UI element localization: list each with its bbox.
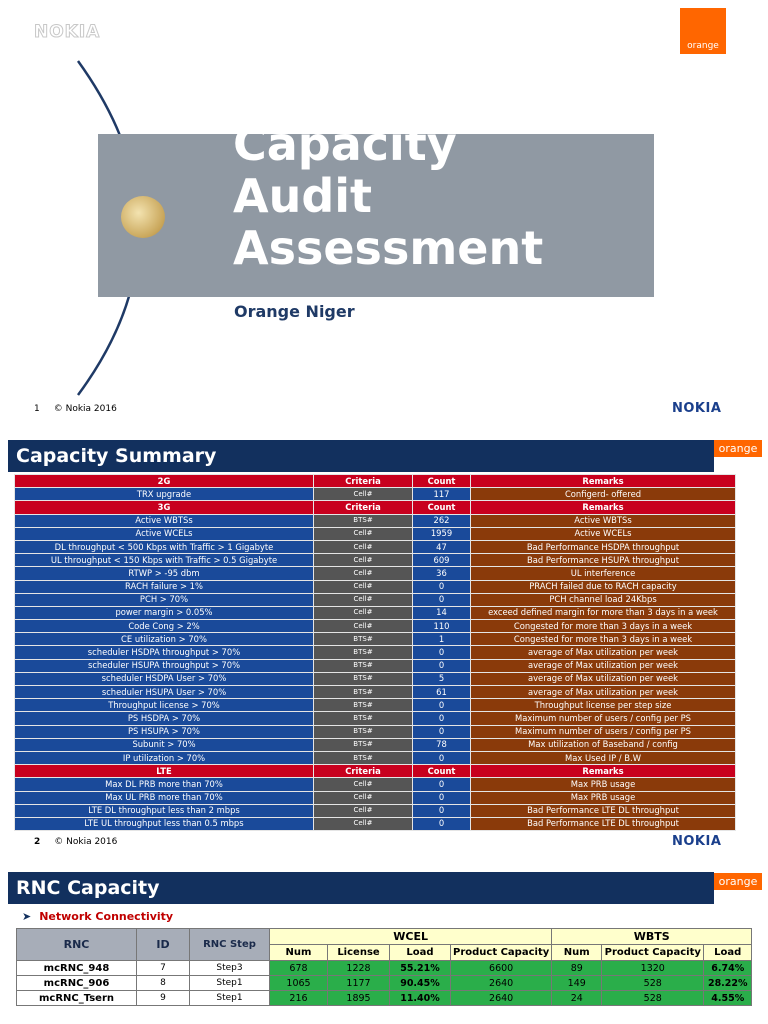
table-header-row (15, 765, 736, 778)
table-cell: Count (413, 475, 471, 488)
table-cell: Remarks (471, 765, 736, 778)
table-cell: Maximum number of users / config per PS (471, 712, 736, 725)
table-row (15, 659, 736, 672)
table-cell: Cell# (314, 620, 413, 633)
table-cell: BTS# (314, 633, 413, 646)
table-cell: Maximum number of users / config per PS (471, 725, 736, 738)
table-cell: CE utilization > 70% (15, 633, 314, 646)
table-cell-wcel-capacity: 2640 (451, 976, 552, 991)
table-row (15, 725, 736, 738)
table-cell: UL interference (471, 567, 736, 580)
copyright: © Nokia 2016 (54, 837, 118, 847)
table-cell-wbts-capacity: 1320 (602, 961, 704, 976)
table-row (15, 593, 736, 606)
table-row (15, 672, 736, 685)
table-row (15, 567, 736, 580)
table-cell: Cell# (314, 804, 413, 817)
table-cell: DL throughput < 500 Kbps with Traffic > 1 Gigabyte (15, 540, 314, 553)
orange-logo-text: orange (687, 41, 719, 51)
col-step-header: RNC Step (190, 929, 270, 961)
table-cell-step: Step1 (190, 976, 270, 991)
wbts-capacity-header: Product Capacity (602, 945, 704, 961)
table-cell-wbts-capacity: 528 (602, 976, 704, 991)
table-cell: 1 (413, 633, 471, 646)
table-row (15, 791, 736, 804)
table-cell: Max UL PRB more than 70% (15, 791, 314, 804)
col-rnc-header: RNC (17, 929, 137, 961)
table-cell: LTE (15, 765, 314, 778)
table-cell: 0 (413, 817, 471, 830)
table-cell: Criteria (314, 475, 413, 488)
table-cell-id: 8 (137, 976, 190, 991)
table-row (17, 976, 752, 991)
table-cell-id: 9 (137, 991, 190, 1006)
table-cell: average of Max utilization per week (471, 646, 736, 659)
table-row (15, 514, 736, 527)
table-cell: Cell# (314, 593, 413, 606)
coin-image (121, 196, 165, 238)
table-cell: 0 (413, 659, 471, 672)
table-cell: Bad Performance LTE DL throughput (471, 817, 736, 830)
rnc-capacity-table (16, 928, 752, 1006)
table-cell-wbts-load: 28.22% (704, 976, 752, 991)
orange-logo: orange (714, 873, 762, 890)
table-cell: BTS# (314, 686, 413, 699)
table-cell-step: Step3 (190, 961, 270, 976)
slide-rnc-capacity (0, 866, 768, 1024)
table-cell: Cell# (314, 488, 413, 501)
table-cell: 0 (413, 646, 471, 659)
table-cell: 117 (413, 488, 471, 501)
table-cell-wcel-load: 55.21% (390, 961, 451, 976)
nokia-logo: NOKIA (34, 22, 101, 42)
wbts-num-header: Num (552, 945, 602, 961)
table-cell: UL throughput < 150 Kbps with Traffic > 0.5 Gigabyte (15, 554, 314, 567)
network-connectivity-heading (22, 910, 173, 923)
table-cell: Subunit > 70% (15, 738, 314, 751)
section-title: Capacity Summary (8, 440, 714, 472)
table-row (17, 961, 752, 976)
table-header-row (17, 929, 752, 945)
table-row (15, 606, 736, 619)
copyright: © Nokia 2016 (53, 404, 117, 414)
table-cell: Cell# (314, 817, 413, 830)
table-row (15, 686, 736, 699)
slide-capacity-summary (0, 436, 768, 856)
table-cell: BTS# (314, 672, 413, 685)
table-cell: 5 (413, 672, 471, 685)
table-cell: 0 (413, 778, 471, 791)
table-cell: Cell# (314, 540, 413, 553)
table-cell: 3G (15, 501, 314, 514)
group-wcel-header: WCEL (270, 929, 552, 945)
table-cell: Remarks (471, 501, 736, 514)
table-cell: RTWP > -95 dbm (15, 567, 314, 580)
table-row (15, 633, 736, 646)
table-row (15, 646, 736, 659)
table-cell: Criteria (314, 501, 413, 514)
table-row (15, 554, 736, 567)
table-cell: PRACH failed due to RACH capacity (471, 580, 736, 593)
table-cell: 14 (413, 606, 471, 619)
table-header-row (15, 501, 736, 514)
table-cell: 0 (413, 791, 471, 804)
table-cell-rnc: mcRNC_906 (17, 976, 137, 991)
table-cell: scheduler HSDPA throughput > 70% (15, 646, 314, 659)
table-cell-wcel-num: 678 (270, 961, 328, 976)
table-cell: BTS# (314, 725, 413, 738)
table-cell: Congested for more than 3 days in a week (471, 620, 736, 633)
table-cell: 0 (413, 712, 471, 725)
table-cell-wbts-num: 149 (552, 976, 602, 991)
table-row (15, 712, 736, 725)
page-number: 2 (34, 837, 41, 847)
table-cell: 0 (413, 593, 471, 606)
table-cell: LTE DL throughput less than 2 mbps (15, 804, 314, 817)
wcel-license-header: License (328, 945, 390, 961)
orange-logo (680, 8, 726, 54)
table-cell: 61 (413, 686, 471, 699)
table-cell: Bad Performance HSUPA throughput (471, 554, 736, 567)
table-cell: power margin > 0.05% (15, 606, 314, 619)
table-cell: Max Used IP / B.W (471, 751, 736, 764)
wcel-capacity-header: Product Capacity (451, 945, 552, 961)
table-cell: 0 (413, 804, 471, 817)
table-cell: Configerd- offered (471, 488, 736, 501)
table-cell: PCH channel load 24Kbps (471, 593, 736, 606)
table-cell: 110 (413, 620, 471, 633)
capacity-summary-table (14, 474, 736, 831)
table-cell: PS HSDPA > 70% (15, 712, 314, 725)
table-cell: Remarks (471, 475, 736, 488)
table-cell: BTS# (314, 699, 413, 712)
orange-logo: orange (714, 440, 762, 457)
table-cell: Active WCELs (471, 527, 736, 540)
table-cell-rnc: mcRNC_Tsern (17, 991, 137, 1006)
table-cell: Count (413, 501, 471, 514)
table-cell: Max DL PRB more than 70% (15, 778, 314, 791)
table-cell: Congested for more than 3 days in a week (471, 633, 736, 646)
table-cell: BTS# (314, 712, 413, 725)
table-cell-wcel-num: 1065 (270, 976, 328, 991)
table-cell: RACH failure > 1% (15, 580, 314, 593)
table-cell: scheduler HSUPA throughput > 70% (15, 659, 314, 672)
table-cell: Code Cong > 2% (15, 620, 314, 633)
table-cell: LTE UL throughput less than 0.5 mbps (15, 817, 314, 830)
table-cell-wbts-load: 4.55% (704, 991, 752, 1006)
table-cell: Max PRB usage (471, 791, 736, 804)
table-cell: BTS# (314, 646, 413, 659)
table-header-row (15, 475, 736, 488)
slide-footer (34, 837, 117, 847)
table-cell: IP utilization > 70% (15, 751, 314, 764)
table-cell: 0 (413, 751, 471, 764)
page-number: 1 (34, 404, 40, 414)
table-row (15, 620, 736, 633)
table-row (15, 738, 736, 751)
table-cell: Bad Performance HSDPA throughput (471, 540, 736, 553)
table-row (15, 527, 736, 540)
title-line-1: Capacity (233, 117, 457, 171)
table-cell: 78 (413, 738, 471, 751)
table-row (15, 751, 736, 764)
wbts-load-header: Load (704, 945, 752, 961)
table-row (15, 699, 736, 712)
group-wbts-header: WBTS (552, 929, 752, 945)
table-row (15, 804, 736, 817)
table-cell: 262 (413, 514, 471, 527)
table-cell: 609 (413, 554, 471, 567)
wcel-load-header: Load (390, 945, 451, 961)
table-cell: Active WBTSs (15, 514, 314, 527)
table-cell: 1959 (413, 527, 471, 540)
table-cell: PCH > 70% (15, 593, 314, 606)
table-cell: 2G (15, 475, 314, 488)
table-row (15, 778, 736, 791)
table-cell: Max utilization of Baseband / config (471, 738, 736, 751)
table-cell: Cell# (314, 567, 413, 580)
footer-nokia-logo: NOKIA (672, 401, 722, 416)
section-title: RNC Capacity (8, 872, 714, 904)
table-cell: Cell# (314, 791, 413, 804)
table-cell: 0 (413, 725, 471, 738)
table-cell: PS HSUPA > 70% (15, 725, 314, 738)
table-cell: BTS# (314, 514, 413, 527)
table-cell-step: Step1 (190, 991, 270, 1006)
table-cell-wcel-capacity: 6600 (451, 961, 552, 976)
table-cell-wcel-license: 1177 (328, 976, 390, 991)
table-cell: 0 (413, 699, 471, 712)
table-cell: scheduler HSUPA User > 70% (15, 686, 314, 699)
table-cell: average of Max utilization per week (471, 659, 736, 672)
table-cell: Cell# (314, 778, 413, 791)
table-cell: average of Max utilization per week (471, 672, 736, 685)
table-cell-wcel-load: 11.40% (390, 991, 451, 1006)
table-row (17, 991, 752, 1006)
table-cell: Throughput license > 70% (15, 699, 314, 712)
presentation-title (233, 118, 543, 274)
table-cell-wbts-load: 6.74% (704, 961, 752, 976)
arrow-right-icon: ➤ (22, 910, 32, 923)
table-cell-wcel-license: 1228 (328, 961, 390, 976)
table-cell: BTS# (314, 751, 413, 764)
wcel-num-header: Num (270, 945, 328, 961)
table-cell: scheduler HSDPA User > 70% (15, 672, 314, 685)
table-cell: Cell# (314, 554, 413, 567)
footer-nokia-logo: NOKIA (672, 834, 722, 849)
table-cell: 0 (413, 580, 471, 593)
table-cell: Bad Performance LTE DL throughput (471, 804, 736, 817)
table-row (15, 580, 736, 593)
table-row (15, 817, 736, 830)
table-cell-wbts-capacity: 528 (602, 991, 704, 1006)
table-cell-rnc: mcRNC_948 (17, 961, 137, 976)
table-cell: Cell# (314, 580, 413, 593)
table-cell: Throughput license per step size (471, 699, 736, 712)
table-cell-wbts-num: 24 (552, 991, 602, 1006)
slide-title (0, 0, 768, 430)
title-line-2: Audit (233, 169, 373, 223)
table-cell-wbts-num: 89 (552, 961, 602, 976)
table-cell-wcel-num: 216 (270, 991, 328, 1006)
presentation-subtitle: Orange Niger (234, 302, 355, 321)
table-cell: 36 (413, 567, 471, 580)
table-cell-wcel-license: 1895 (328, 991, 390, 1006)
title-line-3: Assessment (233, 221, 544, 275)
table-cell: Criteria (314, 765, 413, 778)
table-cell: Cell# (314, 527, 413, 540)
table-cell-wcel-capacity: 2640 (451, 991, 552, 1006)
table-cell: BTS# (314, 738, 413, 751)
table-cell: exceed defined margin for more than 3 days in a week (471, 606, 736, 619)
table-cell: TRX upgrade (15, 488, 314, 501)
col-id-header: ID (137, 929, 190, 961)
table-cell: Cell# (314, 606, 413, 619)
table-cell: Max PRB usage (471, 778, 736, 791)
table-cell: Active WBTSs (471, 514, 736, 527)
table-cell: BTS# (314, 659, 413, 672)
table-cell-wcel-load: 90.45% (390, 976, 451, 991)
section-label: Network Connectivity (39, 910, 174, 923)
table-cell: 47 (413, 540, 471, 553)
table-cell-id: 7 (137, 961, 190, 976)
table-cell: Active WCELs (15, 527, 314, 540)
table-cell: Count (413, 765, 471, 778)
table-row (15, 488, 736, 501)
table-cell: average of Max utilization per week (471, 686, 736, 699)
table-row (15, 540, 736, 553)
slide-footer (34, 404, 117, 414)
